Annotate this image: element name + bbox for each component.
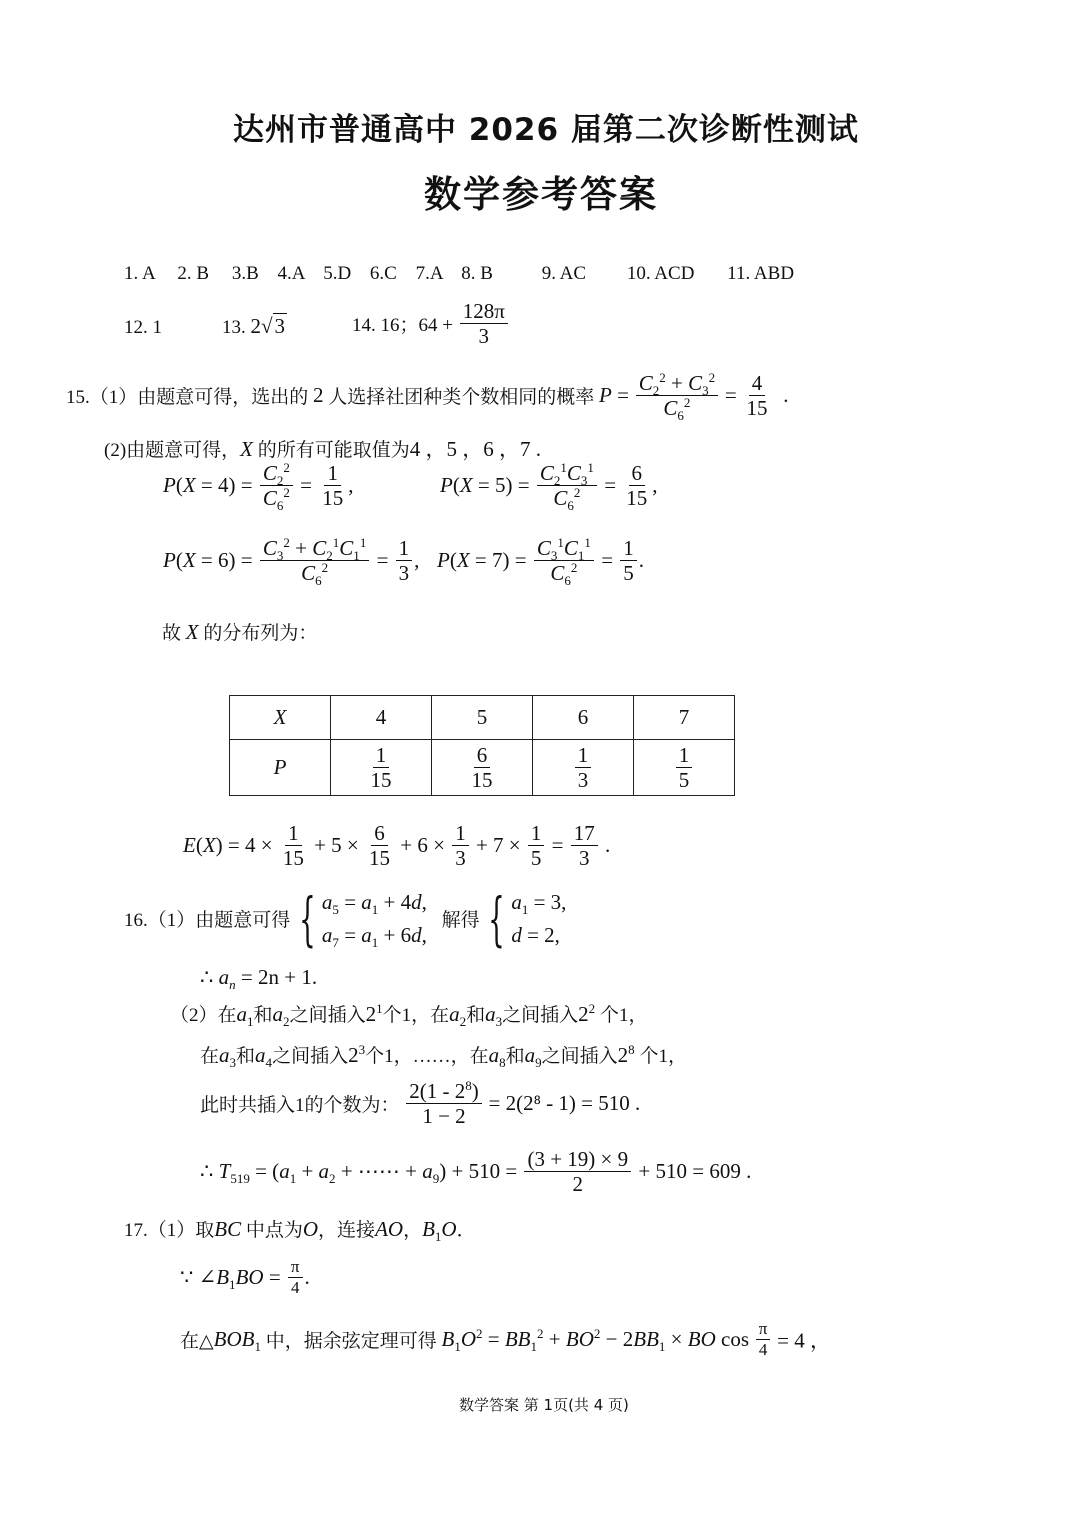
answer-item: 10. ACD [626,263,695,284]
q16-part1: 16.（1）由题意可得 { $a_5 = a_1 + 4d$, $a_7 = a_1 + 6d$, 解得 { $a_1 = 3$, d = 2, [124,884,567,953]
prob-x6: P(X = 6) = $\frac{C_3^2 + C_2^1C_1^1}{C_6^2}$ = $\frac{1}{3}$ , [163,535,420,589]
table-cell: $\frac{6}{15}$ [432,740,533,796]
expectation-formula: E(X) = 4 × $\frac{1}{15}$ + 5 × $\frac{6}{15}$ + 6 × $\frac{1}{3}$ + 7 × $\frac{1}{5}$ = $\frac{17}{3}$ . [183,821,611,871]
prob-x4: P(X = 4) = $\frac{C_2^2}{C_6^2}$ = $\frac{1}{15}$ , [163,460,354,514]
q15-part2: (2)由题意可得，X 的所有可能取值为4 ，5 ，6 ，7 . [104,437,541,461]
q16-part2-line3: 此时共插入1的个数为： $\frac{2(1 - 2^8)}{1 - 2}$ = 2(2⁸ - 1) = 510 . [200,1078,641,1129]
table-cell: 4 [331,696,432,740]
table-cell: X [230,696,331,740]
table-row [230,740,735,796]
answer-item: 11. ABD [727,263,795,284]
table-cell: 5 [432,696,533,740]
table-cell: 7 [634,696,735,740]
table-cell: 6 [533,696,634,740]
answer-row-1 [124,263,794,285]
table-cell: $\frac{1}{5}$ [634,740,735,796]
dist-caption: 故 X 的分布列为： [162,620,318,644]
q17-part1: 17.（1）取BC 中点为O，连接AO，$B_1O$． [124,1217,476,1245]
q16-part2-line2: 在$a_3$和$a_4$之间插入$2^3$个1，……，在$a_8$和$a_9$之间插入$2^8$ 个1， [200,1042,687,1071]
table-cell: $\frac{1}{15}$ [331,740,432,796]
answer-item: 9. AC [541,263,587,284]
answer-13: 13. 2√3 [222,314,286,338]
answer-item: 5.D [323,263,352,284]
table-cell: P [230,740,331,796]
angle-formula: ∵ $\angle B_1BO$ = $\frac{\pi}{4}$ . [180,1257,310,1297]
answer-item: 2. B [177,263,210,284]
answer-item: 3.B [231,263,259,284]
q16-part2-line1: （2）在$a_1$和$a_2$之间插入$2^1$个1，在$a_2$和$a_3$之间插入$2^2$ 个1， [170,1001,648,1030]
answer-item: 1. A [124,263,155,284]
answer-item: 6.C [369,263,397,284]
answer-14: 14. 16；64 + $\frac{128\pi}{3}$ [352,300,510,347]
page-footer: 数学答案 第 1页(共 4 页) [459,1396,629,1414]
page-title: 达州市普通高中 2026 届第二次诊断性测试 [233,112,859,148]
answer-12: 12. 1 [124,317,162,338]
an-formula: ∴ $a_n = 2n + 1$. [200,965,318,993]
cosine-law-line: 在$\triangle BOB_1$ 中，据余弦定理可得 $B_1O^2 = BB_1^2 + BO^2 - 2BB_1$ × BO cos $\frac{\pi}{4}$ = 4 ， [180,1319,831,1359]
distribution-table [229,695,735,796]
t519-formula: ∴ $T_{519} = (a_1 + a_2$ + ⋯⋯ + $a_9) + 510$ = $\frac{(3 + 19) \times 9}{2}$ + 510 = 609 . [200,1147,752,1197]
prob-x5: P(X = 5) = $\frac{C_2^1C_3^1}{C_6^2}$ = $\frac{6}{15}$ , [440,460,658,514]
answer-item: 4.A [277,263,305,284]
q15-part1: 15.（1）由题意可得，选出的 2 人选择社团种类个数相同的概率 P = $\frac{C_2^2 + C_3^2}{C_6^2}$ = $\frac{4}{15}$ . [66,370,789,424]
prob-x7: P(X = 7) = $\frac{C_3^1C_1^1}{C_6^2}$ = $\frac{1}{5}$ . [437,535,645,589]
answer-item: 8. B [461,263,493,284]
page-subtitle: 数学参考答案 [424,172,658,216]
table-row [230,696,735,740]
table-cell: $\frac{1}{3}$ [533,740,634,796]
answer-item: 7.A [415,263,443,284]
